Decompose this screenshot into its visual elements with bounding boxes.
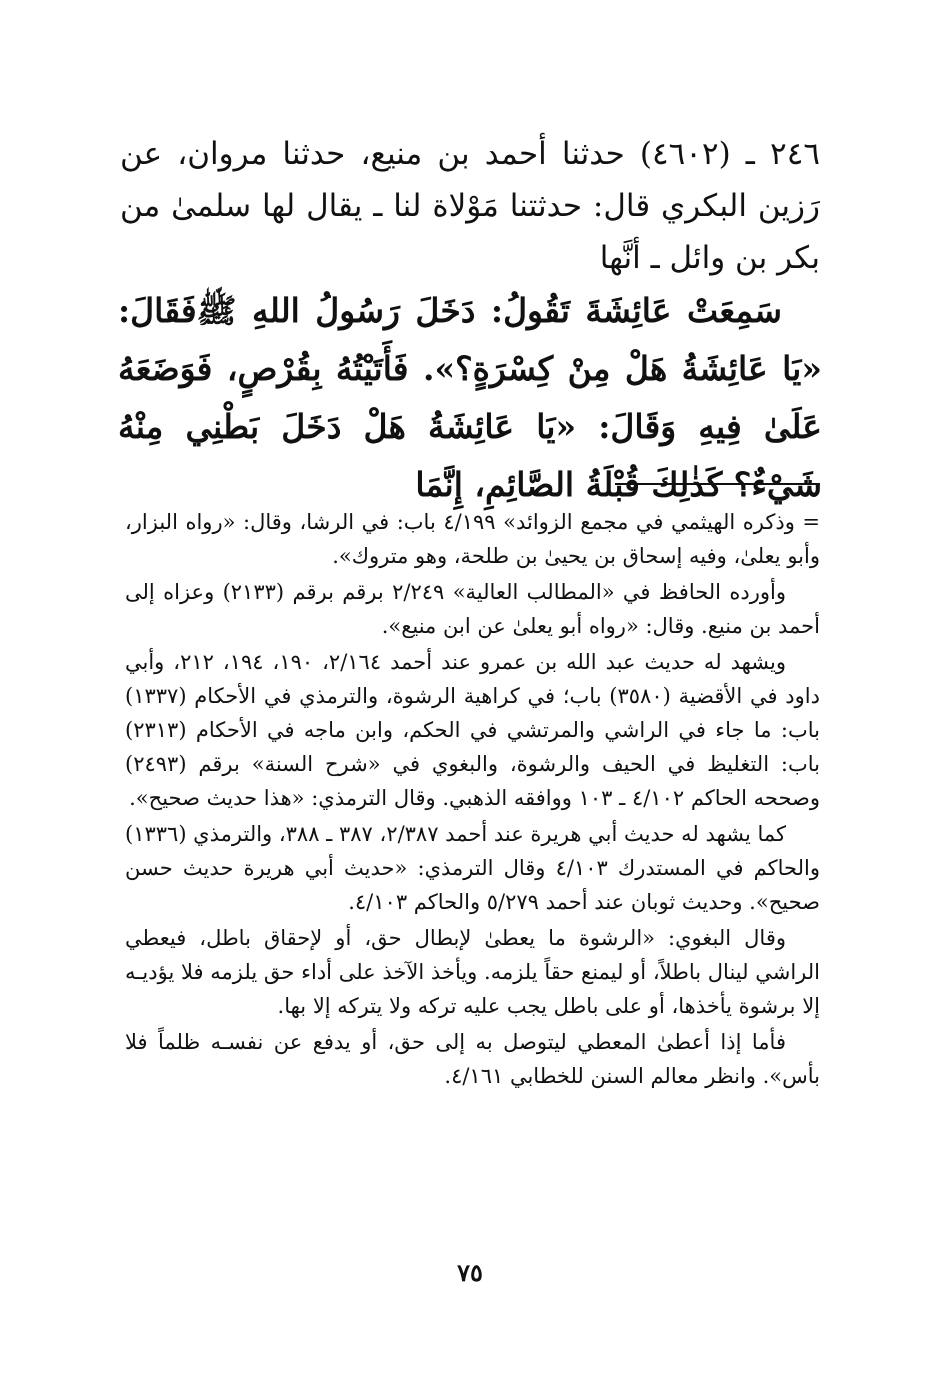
hadith-isnad <box>120 128 820 284</box>
footnote-paragraph: وقال البغوي: «الرشوة ما يعطىٰ لإبطال حق، أو لإحقاق باطل، فيعطي الراشي لينال باطلاً، أو ليمنع حقاً يلزمه. ويأخذ الآخذ على أداء حق يلزمه فلا يؤديـه إلا برشوة يأخذها، أو على باطل يجب عليه تركه ولا يتركه إلا بها. <box>125 926 820 1018</box>
footnote-paragraph: فأما إذا أعطىٰ المعطي ليتوصل به إلى حق، أو يدفع عن نفسـه ظلماً فلا بأس». وانظر معالم السنن للخطابي ٤/١٦١. <box>125 1030 820 1088</box>
footnotes <box>125 505 820 1095</box>
footnote-divider <box>615 483 820 485</box>
page-number: ٧٥ <box>457 1258 483 1287</box>
footnote-paragraph: ويشهد له حديث عبد الله بن عمرو عند أحمد ٢/١٦٤، ١٩٠، ١٩٤، ٢١٢، وأبي داود في الأقضية (٣٥٨٠) باب؛ في كراهية الرشوة، والترمذي في الأحكام (١٣٣٧) باب: ما جاء في الراشي والمرتشي في الحكم، وابن ماجه في الأحكام (٢٣١٣) باب: التغليظ في الحيف والرشوة، والبغوي في «شرح السنة» برقم (٢٤٩٣) وصححه الحاكم ٤/١٠٢ ـ ١٠٣ ووافقه الذهبي. وقال الترمذي: «هذا حديث صحيح». <box>125 650 820 810</box>
isnad-paragraph: ٢٤٦ ـ (٤٦٠٢) حدثنا أحمد بن منيع، حدثنا مروان، عن رَزين البكري قال: حدثتنا مَوْلاة لنا ـ يقال لها سلمىٰ من بكر بن وائل ـ أنَّها <box>120 136 820 276</box>
footnote-paragraph: = وذكره الهيثمي في مجمع الزوائد» ٤/١٩٩ باب: في الرشا، وقال: «رواه البزار، وأبو يعلىٰ، وفيه إسحاق بن يحيىٰ بن طلحة، وهو متروك». <box>125 510 820 568</box>
matn-paragraph: سَمِعَتْ عَائِشَةَ تَقُولُ: دَخَلَ رَسُولُ اللهِ ﷺفَقَالَ: «يَا عَائِشَةُ هَلْ مِنْ كِسْرَةٍ؟». فَأَتَيْتُهُ بِقُرْصٍ، فَوَضَعَهُ عَلَىٰ فِيهِ وَقَالَ: «يَا عَائِشَةُ هَلْ دَخَلَ بَطْنِي مِنْهُ شَيْءٌ؟ كَذٰلِكَ قُبْلَةُ الصَّائِمِ، إِنَّمَا <box>118 291 822 504</box>
footnote-paragraph: وأورده الحافظ في «المطالب العالية» ٢/٢٤٩ برقم برقم (٢١٣٣) وعزاه إلى أحمد بن منيع. وقال: «رواه أبو يعلىٰ عن ابن منيع». <box>125 580 820 638</box>
footnote-paragraph: كما يشهد له حديث أبي هريرة عند أحمد ٢/٣٨٧، ٣٨٧ ـ ٣٨٨، والترمذي (١٣٣٦) والحاكم في المستدرك ٤/١٠٣ وقال الترمذي: «حديث أبي هريرة حديث حسن صحيح». وحديث ثوبان عند أحمد ٥/٢٧٩ والحاكم ٤/١٠٣. <box>124 822 820 914</box>
hadith-matn <box>118 282 822 514</box>
